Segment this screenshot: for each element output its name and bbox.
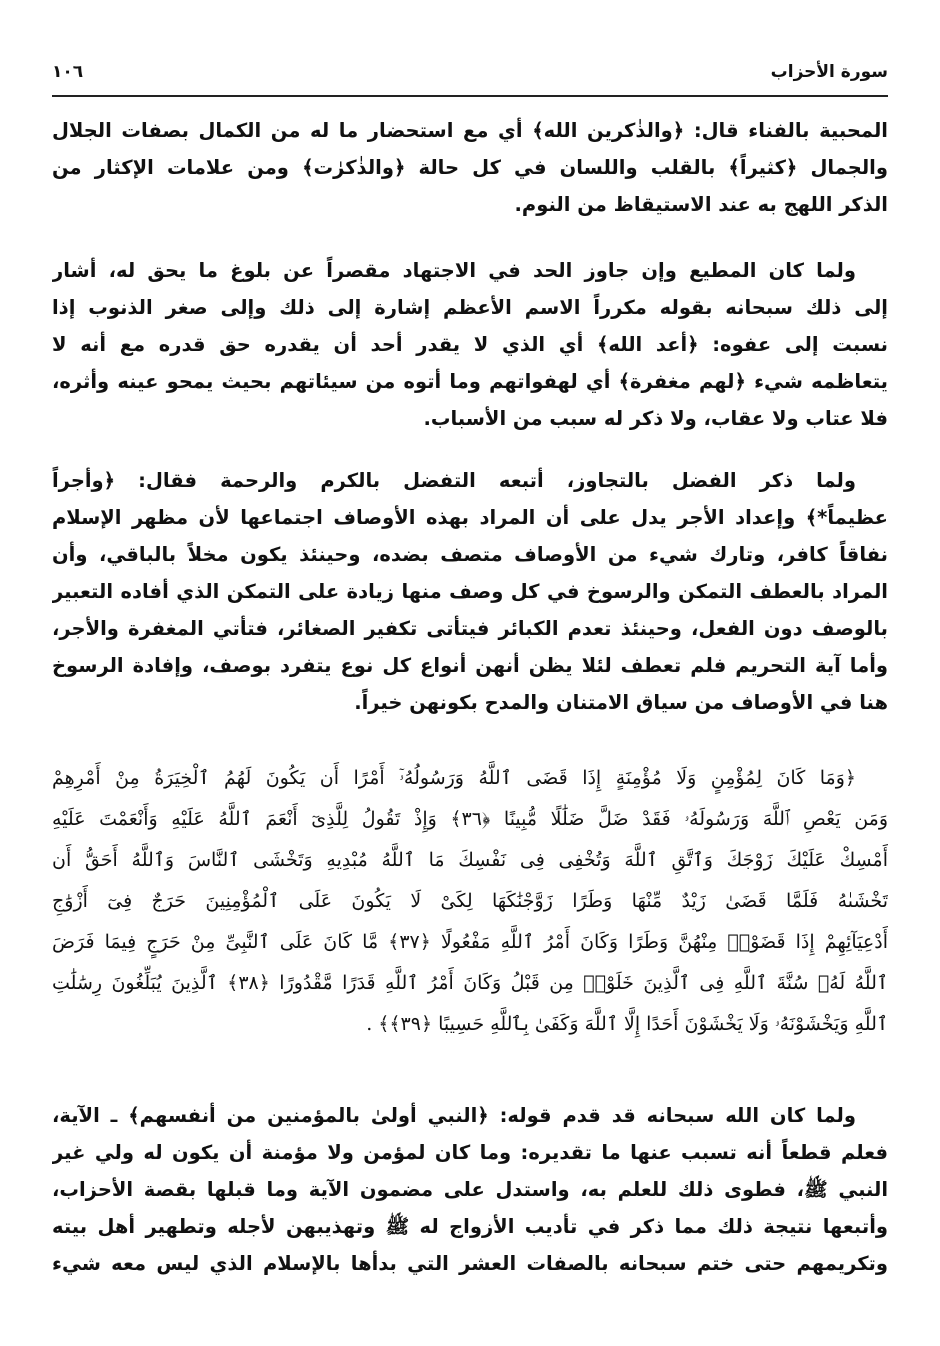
quran-verses-block bbox=[52, 758, 888, 1045]
text-line: والجمال ﴿كثيراً﴾ بالقلب واللسان في كل حالة ﴿والذٰكرٰت﴾ ومن علامات الإكثار من bbox=[52, 156, 888, 179]
text-line: فعلم قطعاً أنه تسبب عنها ما تقديره: وما كان لمؤمن ولا مؤمنة أن يكون له ولي غير bbox=[52, 1141, 888, 1164]
text-line: ولما ذكر الفضل بالتجاوز، أتبعه التفضل بالكرم والرحمة فقال: ﴿وأجراً bbox=[52, 469, 856, 492]
verse-line: ﴿وَمَا كَانَ لِمُؤْمِنٍ وَلَا مُؤْمِنَةٍ إِذَا قَضَى ٱللَّهُ وَرَسُولُهُۥٓ أَمْرًا أَن يَكُونَ لَهُمُ ٱلْخِيَرَةُ مِنْ أَمْرِهِمْ bbox=[52, 767, 856, 789]
verse-line: وَمَن يَعْصِ ٱللَّهَ وَرَسُولَهُۥ فَقَدْ ضَلَّ ضَلَٰلًا مُّبِينًا ﴿٣٦﴾ وَإِذْ تَقُولُ لِلَّذِىٓ أَنْعَمَ ٱللَّهُ عَلَيْهِ وَأَنْعَمْتَ عَلَيْهِ bbox=[52, 808, 888, 830]
text-line: عظيماً*﴾ وإعداد الأجر يدل على أن المراد بهذه الأوصاف اجتماعها لأن مظهر الإسلام bbox=[52, 506, 888, 529]
text-line: نفاقاً كافر، وتارك شيء من الأوصاف متصف بضده، وحينئذ يكون مخلاً بالباقي، وأن bbox=[52, 543, 888, 566]
paragraph-3 bbox=[52, 462, 888, 721]
text-line: بالوصف دون الفعل، وحينئذ تعدم الكبائر فيتأتى تكفير الصغائر، فتأتي المغفرة والأجر، bbox=[52, 617, 888, 640]
text-line: المحبية بالفناء قال: ﴿والذٰكرين الله﴾ أي مع استحضار ما له من الكمال بصفات الجلال bbox=[52, 119, 888, 142]
running-title: سورة الأحزاب bbox=[770, 62, 888, 82]
text-line: وأتبعها نتيجة ذلك مما ذكر في تأديب الأزواج له ﷺ وتهذيبهن لأجله وتطهير أهل بيته bbox=[52, 1215, 888, 1238]
text-line: المراد بالعطف التمكن والرسوخ في كل وصف منها زيادة على التمكن الذي أفاده التعبير bbox=[52, 580, 888, 603]
verse-line: أَدْعِيَآئِهِمْ إِذَا قَضَوْا۟ مِنْهُنَّ وَطَرًا وَكَانَ أَمْرُ ٱللَّهِ مَفْعُولًا ﴿٣٧﴾ مَّا كَانَ عَلَى ٱلنَّبِىِّ مِنْ حَرَجٍ فِيمَا فَرَضَ bbox=[52, 931, 888, 953]
verse-line: ٱللَّهِ وَيَخْشَوْنَهُۥ وَلَا يَخْشَوْنَ أَحَدًا إِلَّا ٱللَّهَ وَكَفَىٰ بِٱللَّهِ حَسِيبًا ﴿٣٩﴾﴾ . bbox=[366, 1013, 888, 1035]
paragraph-2 bbox=[52, 252, 888, 437]
text-line: ولما كان الله سبحانه قد قدم قوله: ﴿النبي أولىٰ بالمؤمنين من أنفسهم﴾ ـ الآية، bbox=[52, 1104, 856, 1127]
verse-line: تَخْشَىٰهُ فَلَمَّا قَضَىٰ زَيْدٌ مِّنْهَا وَطَرًا زَوَّجْنَٰكَهَا لِكَىْ لَا يَكُونَ عَلَى ٱلْمُؤْمِنِينَ حَرَجٌ فِىٓ أَزْوَٰجِ bbox=[52, 890, 888, 912]
page-number: ١٠٦ bbox=[52, 62, 84, 82]
text-line: فلا عتاب ولا عقاب، ولا ذكر له سبب من الأسباب. bbox=[423, 407, 888, 430]
text-line: وأما آية التحريم فلم تعطف لئلا يظن أنهن أنواع كل نوع يتفرد بوصف، وإفادة الرسوخ bbox=[52, 654, 888, 677]
text-line: النبي ﷺ، فطوى ذلك للعلم به، واستدل على مضمون الآية وما قبلها بقصة الأحزاب، bbox=[52, 1178, 888, 1201]
text-line: ولما كان المطيع وإن جاوز الحد في الاجتهاد مقصراً عن بلوغ ما يحق له، أشار bbox=[52, 259, 856, 282]
page-header bbox=[52, 62, 888, 92]
verse-line: ٱللَّهُ لَهُۥ سُنَّةَ ٱللَّهِ فِى ٱلَّذِينَ خَلَوْا۟ مِن قَبْلُ وَكَانَ أَمْرُ ٱللَّهِ قَدَرًا مَّقْدُورًا ﴿٣٨﴾ ٱلَّذِينَ يُبَلِّغُونَ رِسَٰلَٰتِ bbox=[52, 972, 888, 994]
verse-line: أَمْسِكْ عَلَيْكَ زَوْجَكَ وَٱتَّقِ ٱللَّهَ وَتُخْفِى فِى نَفْسِكَ مَا ٱللَّهُ مُبْدِيهِ وَتَخْشَى ٱلنَّاسَ وَٱللَّهُ أَحَقُّ أَن bbox=[52, 849, 888, 871]
text-line: إلى ذلك سبحانه بقوله مكرراً الاسم الأعظم إشارة إلى ذلك وإلى صغر الذنوب إذا bbox=[52, 296, 888, 319]
header-rule bbox=[52, 95, 888, 97]
text-line: يتعاظمه شيء ﴿لهم مغفرة﴾ أي لهفواتهم وما أتوه من سيئاتهم بحيث يمحو عينه وأثره، bbox=[52, 370, 888, 393]
paragraph-5 bbox=[52, 1097, 888, 1282]
text-line: نسبت إلى عفوه: ﴿أعد الله﴾ أي الذي لا يقدر أحد أن يقدره حق قدره مع أنه لا bbox=[52, 333, 888, 356]
paragraph-1 bbox=[52, 112, 888, 223]
text-line: الذكر اللهج به عند الاستيقاظ من النوم. bbox=[514, 193, 888, 216]
text-line: وتكريمهم حتى ختم سبحانه بالصفات العشر التي بدأها بالإسلام الذي ليس معه شيء bbox=[52, 1252, 888, 1275]
text-line: هنا في الأوصاف من سياق الامتنان والمدح بكونهن خيراً. bbox=[354, 691, 888, 714]
